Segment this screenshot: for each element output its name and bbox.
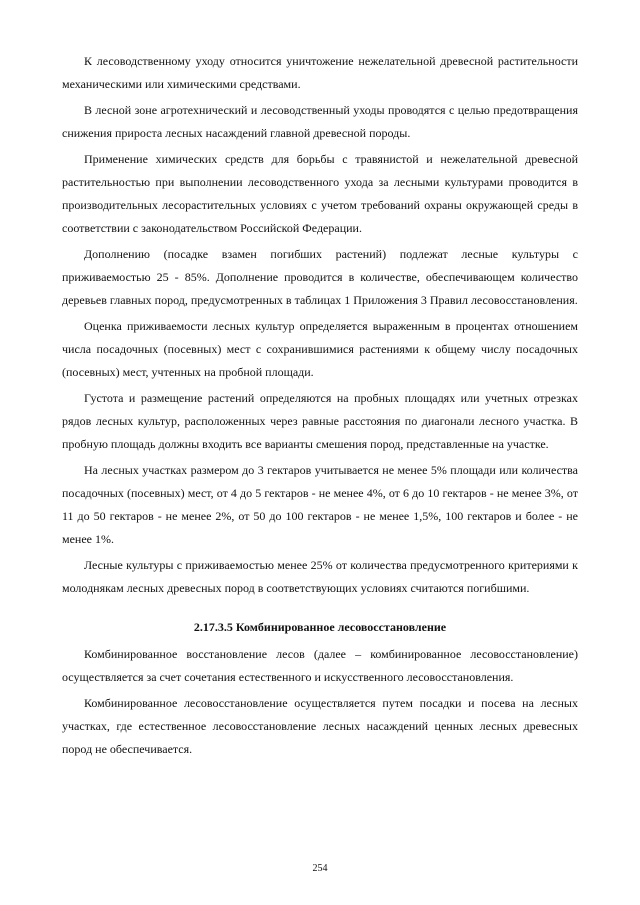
page-number: 254 [312, 863, 328, 874]
paragraph-silvicultural-care: К лесоводственному уходу относится уничтожение нежелательной древесной растительности механическими или химическими средствами. [62, 54, 578, 91]
paragraph-combined-method: Комбинированное лесовосстановление осуществляется путем посадки и посева на лесных участках, где естественное лесовосстановление лесных насаждений ценных лесных древесных пород не обеспечивается. [62, 696, 578, 756]
paragraph-combined-definition: Комбинированное восстановление лесов (далее – комбинированное лесовосстановление) осуществляется за счет сочетания естественного и искусственного лесовосстановления. [62, 647, 578, 684]
paragraph-dead-cultures: Лесные культуры с приживаемостью менее 25% от количества предусмотренного критериями к молоднякам лесных древесных пород в соответствующих условиях считаются погибшими. [62, 558, 578, 595]
paragraph-forest-zone-care: В лесной зоне агротехнический и лесоводственный уходы проводятся с целью предотвращения снижения прироста лесных насаждений главной древесной породы. [62, 103, 578, 140]
paragraph-survival-assessment: Оценка приживаемости лесных культур определяется выраженным в процентах отношением числа посадочных (посевных) мест с сохранившимися растениями к общему числу посадочных (посевных) мест, учтенных на пробной площади. [62, 319, 578, 379]
paragraph-chemical-means: Применение химических средств для борьбы с травянистой и нежелательной древесной растительностью при выполнении лесоводственного ухода за лесными культурами проводится в производительных лесорастительных условиях с учетом требований охраны окружающей среды в соответствии с законодательством Российской Федерации. [62, 152, 578, 235]
paragraph-sample-sizes: На лесных участках размером до 3 гектаров учитывается не менее 5% площади или количества посадочных (посевных) мест, от 4 до 5 гектаров - не менее 4%, от 6 до 10 гектаров - не менее 3%, от 11 до 50 гектаров - не менее 2%, от 50 до 100 гектаров - не менее 1,5%, 100 гектаров и более - не менее 1%. [62, 463, 578, 546]
section-heading: 2.17.3.5 Комбинированное лесовосстановление [193, 620, 447, 634]
paragraph-density-placement: Густота и размещение растений определяются на пробных площадях или учетных отрезках рядов лесных культур, расположенных через равные расстояния по диагонали лесного участка. В пробную площадь должны входить все варианты смешения пород, представленные на участке. [62, 391, 578, 451]
paragraph-supplementation: Дополнению (посадке взамен погибших растений) подлежат лесные культуры с приживаемостью 25 - 85%. Дополнение проводится в количестве, обеспечивающем количество деревьев главных пород, предусмотренных в таблицах 1 Приложения 3 Правил лесовосстановления. [62, 247, 578, 307]
page-content [62, 50, 578, 764]
